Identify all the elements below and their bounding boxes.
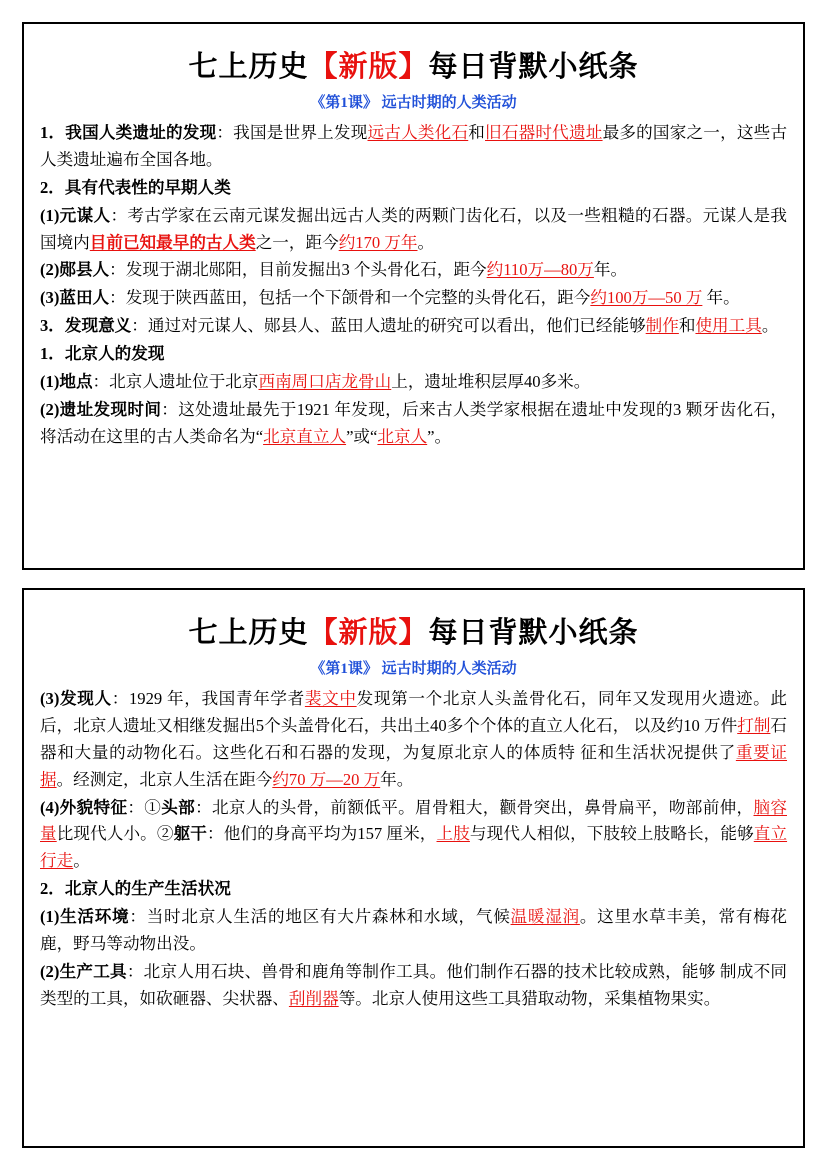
text-run: 温暖湿润 — [510, 907, 580, 926]
card-2-title — [40, 610, 787, 651]
text-run: 上肢 — [436, 824, 470, 844]
text-run: ：北京人用石块、兽骨和鹿角等制作工具。他们制作石器的技术比较成熟，能够 制成不同类型的工具，如砍砸器、尖状器、 — [40, 961, 787, 1008]
text-run: 约170 万年 — [338, 232, 418, 252]
paragraph — [40, 120, 787, 174]
text-run: ”或“ — [346, 426, 378, 446]
text-run: 年。 — [593, 260, 628, 280]
text-run: ：① — [127, 797, 162, 817]
text-run: 和 — [678, 316, 696, 336]
text-run: 发现第一个北京人头盖骨化石，同年又发现用火遗迹。此后，北京人遗址又相继发掘出5个头盖骨化石，共出土40多个个体的直立人化石， 以及约10 万件 — [40, 689, 788, 735]
paragraph — [40, 959, 787, 1013]
text-run: 脑容量 — [40, 797, 787, 844]
text-run: 头部 — [161, 797, 196, 817]
note-card-2 — [22, 588, 805, 1148]
text-run: 年。 — [702, 288, 740, 308]
text-run: 。 — [761, 316, 779, 336]
text-run: 与现代人相似，下肢较上肢略长，能够 — [469, 824, 754, 844]
text-run: 和 — [468, 123, 486, 142]
text-run: 约100万—50 万 — [590, 288, 703, 308]
text-run: 1．我国人类遗址的发现 — [40, 123, 217, 142]
text-run: (2)生产工具 — [40, 961, 127, 981]
paragraph — [40, 397, 787, 451]
text-run: 之一，距今 — [255, 232, 339, 252]
text-run: ：他们的身高平均为157 厘米， — [207, 824, 437, 844]
text-run: ：北京人遗址位于北京 — [92, 371, 259, 391]
text-run: 打制 — [737, 715, 771, 735]
text-run: ：发现于湖北郧阳，目前发掘出3 个头骨化石，距今 — [109, 260, 487, 280]
text-run: (1)生活环境 — [40, 907, 130, 926]
text-run: ：我国是世界上发现 — [216, 123, 368, 142]
text-run: 北京人 — [377, 426, 428, 446]
paragraph — [40, 904, 787, 958]
card-2-title-part-1: 七上历史 — [188, 617, 309, 649]
paragraph — [40, 257, 787, 284]
text-run: 北京直立人 — [263, 426, 347, 446]
text-run: 旧石器时代遗址 — [485, 123, 603, 142]
text-run: (3)发现人 — [40, 689, 112, 708]
text-run: ：考古学家在云南元谋发掘出远古人类的两颗门齿化石，以及一些粗糙的石器。元谋人是我国境内 — [40, 205, 787, 252]
card-1-title-part-1: 七上历史 — [188, 51, 309, 83]
text-run: (2)遗址发现时间 — [40, 399, 162, 419]
text-run: 裴文中 — [304, 689, 357, 708]
paragraph — [40, 313, 787, 340]
card-1-subtitle: 《第1课》 远古时期的人类活动 — [310, 95, 517, 111]
text-run: 制作 — [645, 316, 679, 336]
paragraph — [40, 369, 787, 396]
text-run: 2．北京人的生产生活状况 — [40, 879, 231, 899]
card-2-subtitle: 《第1课》 远古时期的人类活动 — [310, 661, 517, 677]
text-run: 约110万—80万 — [486, 260, 594, 280]
paragraph — [40, 203, 787, 257]
text-run: 比现代人小。② — [56, 824, 174, 844]
text-run: 刮削器 — [288, 988, 339, 1008]
text-run: ：通过对元谋人、郧县人、蓝田人遗址的研究可以看出，他们已经能够 — [131, 316, 646, 336]
paragraph — [40, 175, 787, 202]
text-run: 。 — [417, 232, 435, 252]
text-run: 约70 万—20 万 — [272, 769, 381, 789]
text-run: 上，遗址堆积层厚40多米。 — [391, 371, 591, 391]
text-run: 2．具有代表性的早期人类 — [40, 177, 231, 197]
card-2-title-highlight: 【新版】 — [308, 617, 429, 649]
card-1-body — [40, 120, 787, 451]
text-run: (2)郧县人 — [40, 260, 110, 280]
text-run: 。这里水草丰美，常有梅花鹿，野马等动物出没。 — [40, 907, 788, 953]
paragraph — [40, 876, 787, 903]
text-run: 1．北京人的发现 — [40, 344, 165, 363]
text-run: (1)元谋人 — [40, 205, 111, 225]
text-run: ：北京人的头骨，前额低平。眉骨粗大，颧骨突出，鼻骨扁平，吻部前伸， — [195, 797, 754, 817]
card-1-title — [40, 44, 787, 85]
text-run: ：当时北京人生活的地区有大片森林和水域，气候 — [129, 907, 511, 926]
paragraph — [40, 686, 787, 794]
text-run: ：这处遗址最先于1921 年发现，后来古人类学家根据在遗址中发现的3 颗牙齿化石，将活动在这里的古人类命名为“ — [40, 399, 787, 446]
paragraph — [40, 285, 787, 312]
text-run: 等。北京人使用这些工具猎取动物，采集植物果实。 — [338, 988, 721, 1008]
paragraph — [40, 341, 787, 368]
text-run: 使用工具 — [695, 316, 762, 336]
text-run: (4)外貌特征 — [40, 797, 128, 817]
text-run: 西南周口店龙骨山 — [258, 371, 392, 391]
text-run: 直立行走 — [40, 824, 788, 871]
text-run: 3．发现意义 — [40, 316, 132, 336]
text-run: ：发现于陕西蓝田，包括一个下颌骨和一个完整的头骨化石，距今 — [109, 288, 591, 308]
text-run: 最多的国家之一，这些古人类遗址遍布全国各地。 — [40, 123, 788, 169]
text-run: 石器和大量的动物化石。这些化石和石器的发现，为复原北京人的体质特 征和生活状况提供了 — [40, 715, 788, 762]
text-run: 。经测定，北京人生活在距今 — [56, 769, 273, 789]
text-run: ：1929 年，我国青年学者 — [111, 689, 305, 708]
text-run: (3)蓝田人 — [40, 288, 110, 308]
text-run: (1)地点 — [40, 371, 93, 391]
card-2-title-part-2: 每日背默小纸条 — [428, 617, 639, 649]
text-run: 年。 — [380, 769, 414, 789]
text-run: ”。 — [427, 426, 452, 446]
text-run: 躯干 — [173, 824, 207, 844]
note-card-1 — [22, 22, 805, 570]
card-2-body — [40, 686, 787, 1013]
text-run: 。 — [73, 851, 90, 871]
text-run: 远古人类化石 — [367, 123, 469, 142]
text-run: 重要证据 — [40, 742, 788, 789]
paragraph — [40, 795, 787, 876]
card-1-title-part-2: 每日背默小纸条 — [428, 51, 639, 83]
text-run: 目前已知最早的古人类 — [89, 232, 256, 252]
card-1-title-highlight: 【新版】 — [308, 51, 429, 83]
